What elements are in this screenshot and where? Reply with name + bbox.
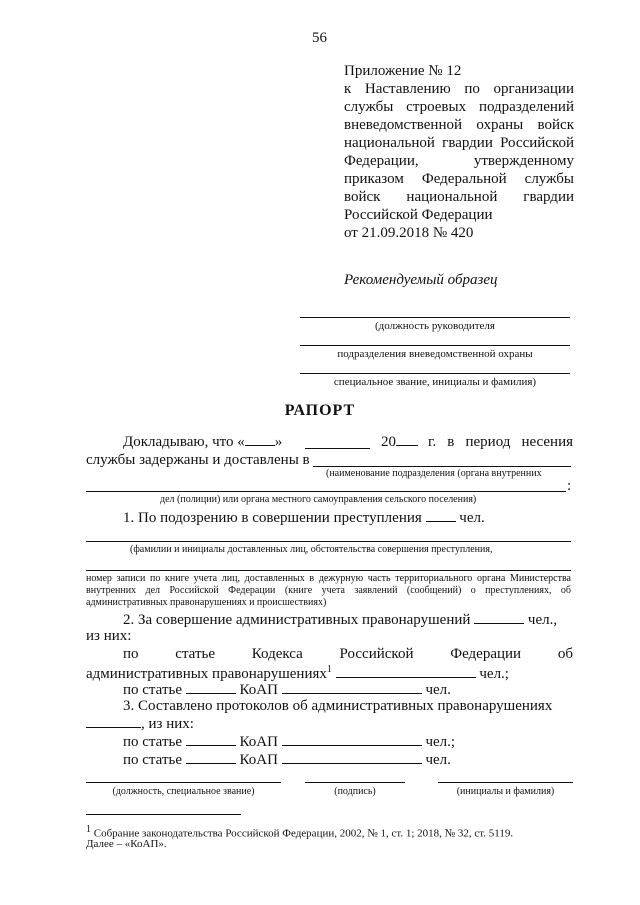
footnote-text-2: Далее – «КоАП».	[86, 838, 167, 850]
item-2-text: 2. За совершение административных правонарушений	[123, 612, 471, 628]
po-state: по статье	[123, 734, 182, 750]
caption-position: (должность руководителя	[375, 320, 495, 332]
caption-police: дел (полиции) или органа местного самоуправления сельского поселения)	[160, 494, 477, 505]
item-2-blank	[474, 623, 524, 624]
koap-unit: чел.	[425, 682, 451, 698]
appendix-line: приказом Федеральной службы	[344, 171, 574, 187]
item-3-of	[86, 716, 194, 733]
caption-persons: (фамилии и инициалы доставленных лиц, обстоятельства совершения преступления,	[130, 544, 493, 555]
article-num-blank	[186, 693, 236, 694]
appendix-line: службы строевых подразделений	[344, 99, 574, 115]
intro-text: Докладываю, что «	[123, 434, 245, 450]
item-2-unit: чел.,	[527, 612, 558, 628]
caption-unit: (наименование подразделения (органа внутренних	[326, 468, 542, 479]
word: об	[557, 646, 573, 662]
word: Федерации	[450, 646, 522, 662]
appendix-block	[344, 62, 574, 242]
caption-division: подразделения вневедомственной охраны	[337, 348, 533, 360]
appendix-line: национальной гвардии Российской	[344, 135, 574, 151]
koap: КоАП	[239, 752, 278, 768]
word: статье	[175, 646, 216, 662]
caption-rank: специальное звание, инициалы и фамилия)	[333, 376, 537, 388]
unit-blank-2	[86, 491, 566, 492]
koap: КоАП	[239, 734, 278, 750]
addressee-line	[300, 373, 570, 374]
signature-line-sign	[305, 782, 405, 783]
day-blank	[245, 445, 275, 446]
appendix-line: от 21.09.2018 № 420	[344, 225, 474, 241]
year-text	[381, 434, 418, 451]
caption-record: номер записи по книге учета лиц, доставленных в дежурную часть территориального органа Министерства внутренних дел Российской Федерации (книге учета заявлений (сообщений) о преступлениях, об административных правонарушениях и происшествиях)	[86, 573, 571, 608]
item-3-text: 3. Составлено протоколов об административных правонарушениях	[123, 698, 553, 714]
report-intro	[123, 434, 282, 451]
koap-blank	[282, 745, 422, 746]
item-2	[123, 612, 557, 629]
appendix-line: вневедомственной охраны войск	[344, 117, 574, 133]
article-line	[123, 646, 573, 663]
appendix-line: к Наставлению по организации	[344, 81, 574, 97]
item-2-of: из них:	[86, 628, 132, 644]
koap: КоАП	[239, 682, 278, 698]
koap-unit: чел.;	[425, 734, 456, 750]
word: Кодекса	[251, 646, 303, 662]
article-line-2	[86, 664, 509, 683]
signature-line-name	[438, 782, 573, 783]
month-blank	[305, 448, 370, 449]
colon: :	[567, 478, 572, 494]
po-state: по статье	[123, 752, 182, 768]
signature-line-position	[86, 782, 281, 783]
persons-blank-2	[86, 570, 571, 571]
article-num-blank	[186, 745, 236, 746]
caption-signature-name: (инициалы и фамилия)	[456, 786, 555, 797]
page-number: 56	[312, 30, 327, 46]
item-3	[123, 698, 573, 715]
item-1-unit: чел.	[459, 510, 485, 526]
word: Российской	[339, 646, 414, 662]
footnote-separator	[86, 814, 241, 815]
addressee-line	[300, 317, 570, 318]
item-3-of-text: , из них:	[141, 716, 194, 732]
appendix-line: Российской Федерации	[344, 207, 493, 223]
year-blank	[396, 445, 418, 446]
intro-quote: »	[274, 434, 283, 450]
unit-blank	[313, 466, 571, 467]
item-1-text: 1. По подозрению в совершении преступления	[123, 510, 422, 526]
item-3-blank	[86, 727, 141, 728]
article-num-blank	[186, 763, 236, 764]
footnote-ref: 1	[326, 664, 332, 675]
koap-row-2	[123, 734, 455, 751]
persons-blank	[86, 541, 571, 542]
appendix-line: войск национальной гвардии	[344, 189, 574, 205]
delivered-text: службы задержаны и доставлены в	[86, 452, 310, 468]
footnote-text: Собрание законодательства Российской Федерации, 2002, № 1, ст. 1; 2018, № 32, ст. 5119.	[93, 827, 514, 840]
article-text: административных правонарушениях	[86, 666, 327, 682]
year-prefix: 20	[381, 434, 396, 450]
recommended-sample-label: Рекомендуемый образец	[344, 272, 498, 288]
document-title: РАПОРТ	[284, 402, 356, 419]
po-state: по статье	[123, 682, 182, 698]
footnote-mark: 1	[86, 824, 91, 835]
koap-row-3	[123, 752, 451, 769]
word: по	[123, 646, 139, 662]
appendix-title: Приложение № 12	[344, 63, 462, 79]
caption-signature: (подпись)	[334, 786, 376, 797]
koap-row-1	[123, 682, 451, 699]
article-blank	[336, 677, 476, 678]
koap-unit: чел.	[425, 752, 451, 768]
item-1-blank	[426, 521, 456, 522]
caption-signature-position: (должность, специальное звание)	[112, 786, 255, 797]
koap-blank	[282, 763, 422, 764]
addressee-line	[300, 345, 570, 346]
item-1	[123, 510, 485, 527]
koap-blank	[282, 693, 422, 694]
appendix-line: Федерации, утвержденному	[344, 153, 574, 169]
period-text: г. в период несения	[428, 434, 573, 450]
article-unit: чел.;	[479, 666, 509, 682]
